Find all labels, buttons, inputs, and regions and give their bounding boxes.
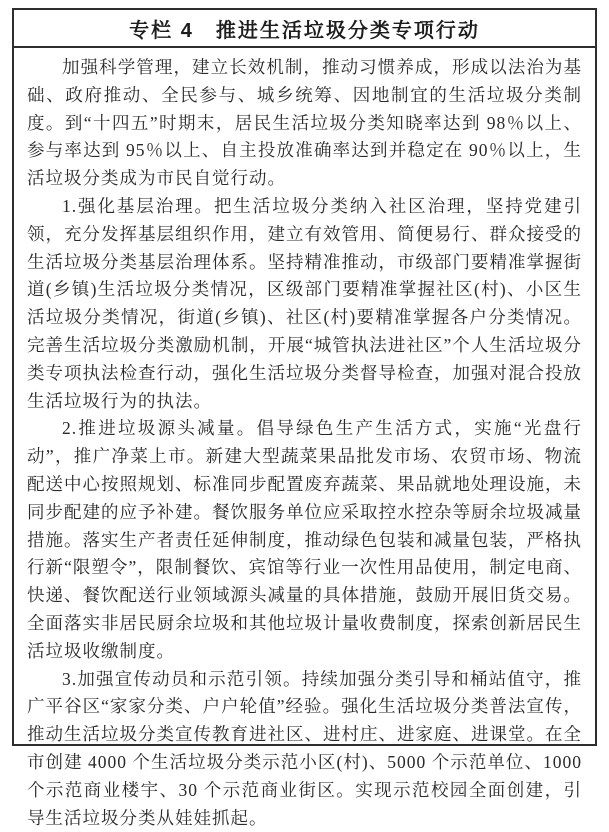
- callout-box: [12, 8, 597, 828]
- paragraph-source-reduction: 2.推进垃圾源头减量。倡导绿色生产生活方式，实施“光盘行动”，推广净菜上市。新建大型蔬菜果品批发市场、农贸市场、物流配送中心按照规划、标准同步配置废弃蔬菜、果品就地处理设施，未同步配建的应予补建。餐饮服务单位应采取控水控杂等厨余垃圾减量措施。落实生产者责任延伸制度，推动绿色包装和减量包装，严格执行新“限塑令”，限制餐饮、宾馆等行业一次性用品使用，制定电商、快递、餐饮配送行业领域源头减量的具体措施，鼓励开展旧货交易。全面落实非居民厨余垃圾和其他垃圾计量收费制度，探索创新居民生活垃圾收缴制度。: [27, 418, 582, 661]
- box-title: 专栏 4 推进生活垃圾分类专项行动: [14, 10, 595, 48]
- paragraph-overview: 加强科学管理，建立长效机制，推动习惯养成，形成以法治为基础、政府推动、全民参与、城乡统筹、因地制宜的生活垃圾分类制度。到“十四五”时期末，居民生活垃圾分类知晓率达到 98％以上、参与率达到 95％以上、自主投放准确率达到并稳定在 90％以上，生活垃圾分类成为市民自觉行动。: [27, 57, 582, 189]
- paragraph-publicity-demonstration: 3.加强宣传动员和示范引领。持续加强分类引导和桶站值守，推广平谷区“家家分类、户户轮值”经验。强化生活垃圾分类普法宣传，推动生活垃圾分类宣传教育进社区、进村庄、进家庭、进课堂。在全市创建 4000 个生活垃圾分类示范小区(村)、5000 个示范单位、1000 个示范商业楼宇、30 个示范商业街区。实现示范校园全面创建，引导生活垃圾分类从娃娃抓起。: [27, 668, 582, 828]
- paragraph-grassroots-governance: 1.强化基层治理。把生活垃圾分类纳入社区治理，坚持党建引领，充分发挥基层组织作用，建立有效管用、简便易行、群众接受的生活垃圾分类基层治理体系。坚持精准推动，市级部门要精准掌握街道(乡镇)生活垃圾分类情况，区级部门要精准掌握社区(村)、小区生活垃圾分类情况，街道(乡镇)、社区(村)要精准掌握各户分类情况。完善生活垃圾分类激励机制，开展“城管执法进社区”个人生活垃圾分类专项执法检查行动，强化生活垃圾分类督导检查，加强对混合投放生活垃圾行为的执法。: [27, 195, 582, 411]
- box-body: [14, 48, 595, 832]
